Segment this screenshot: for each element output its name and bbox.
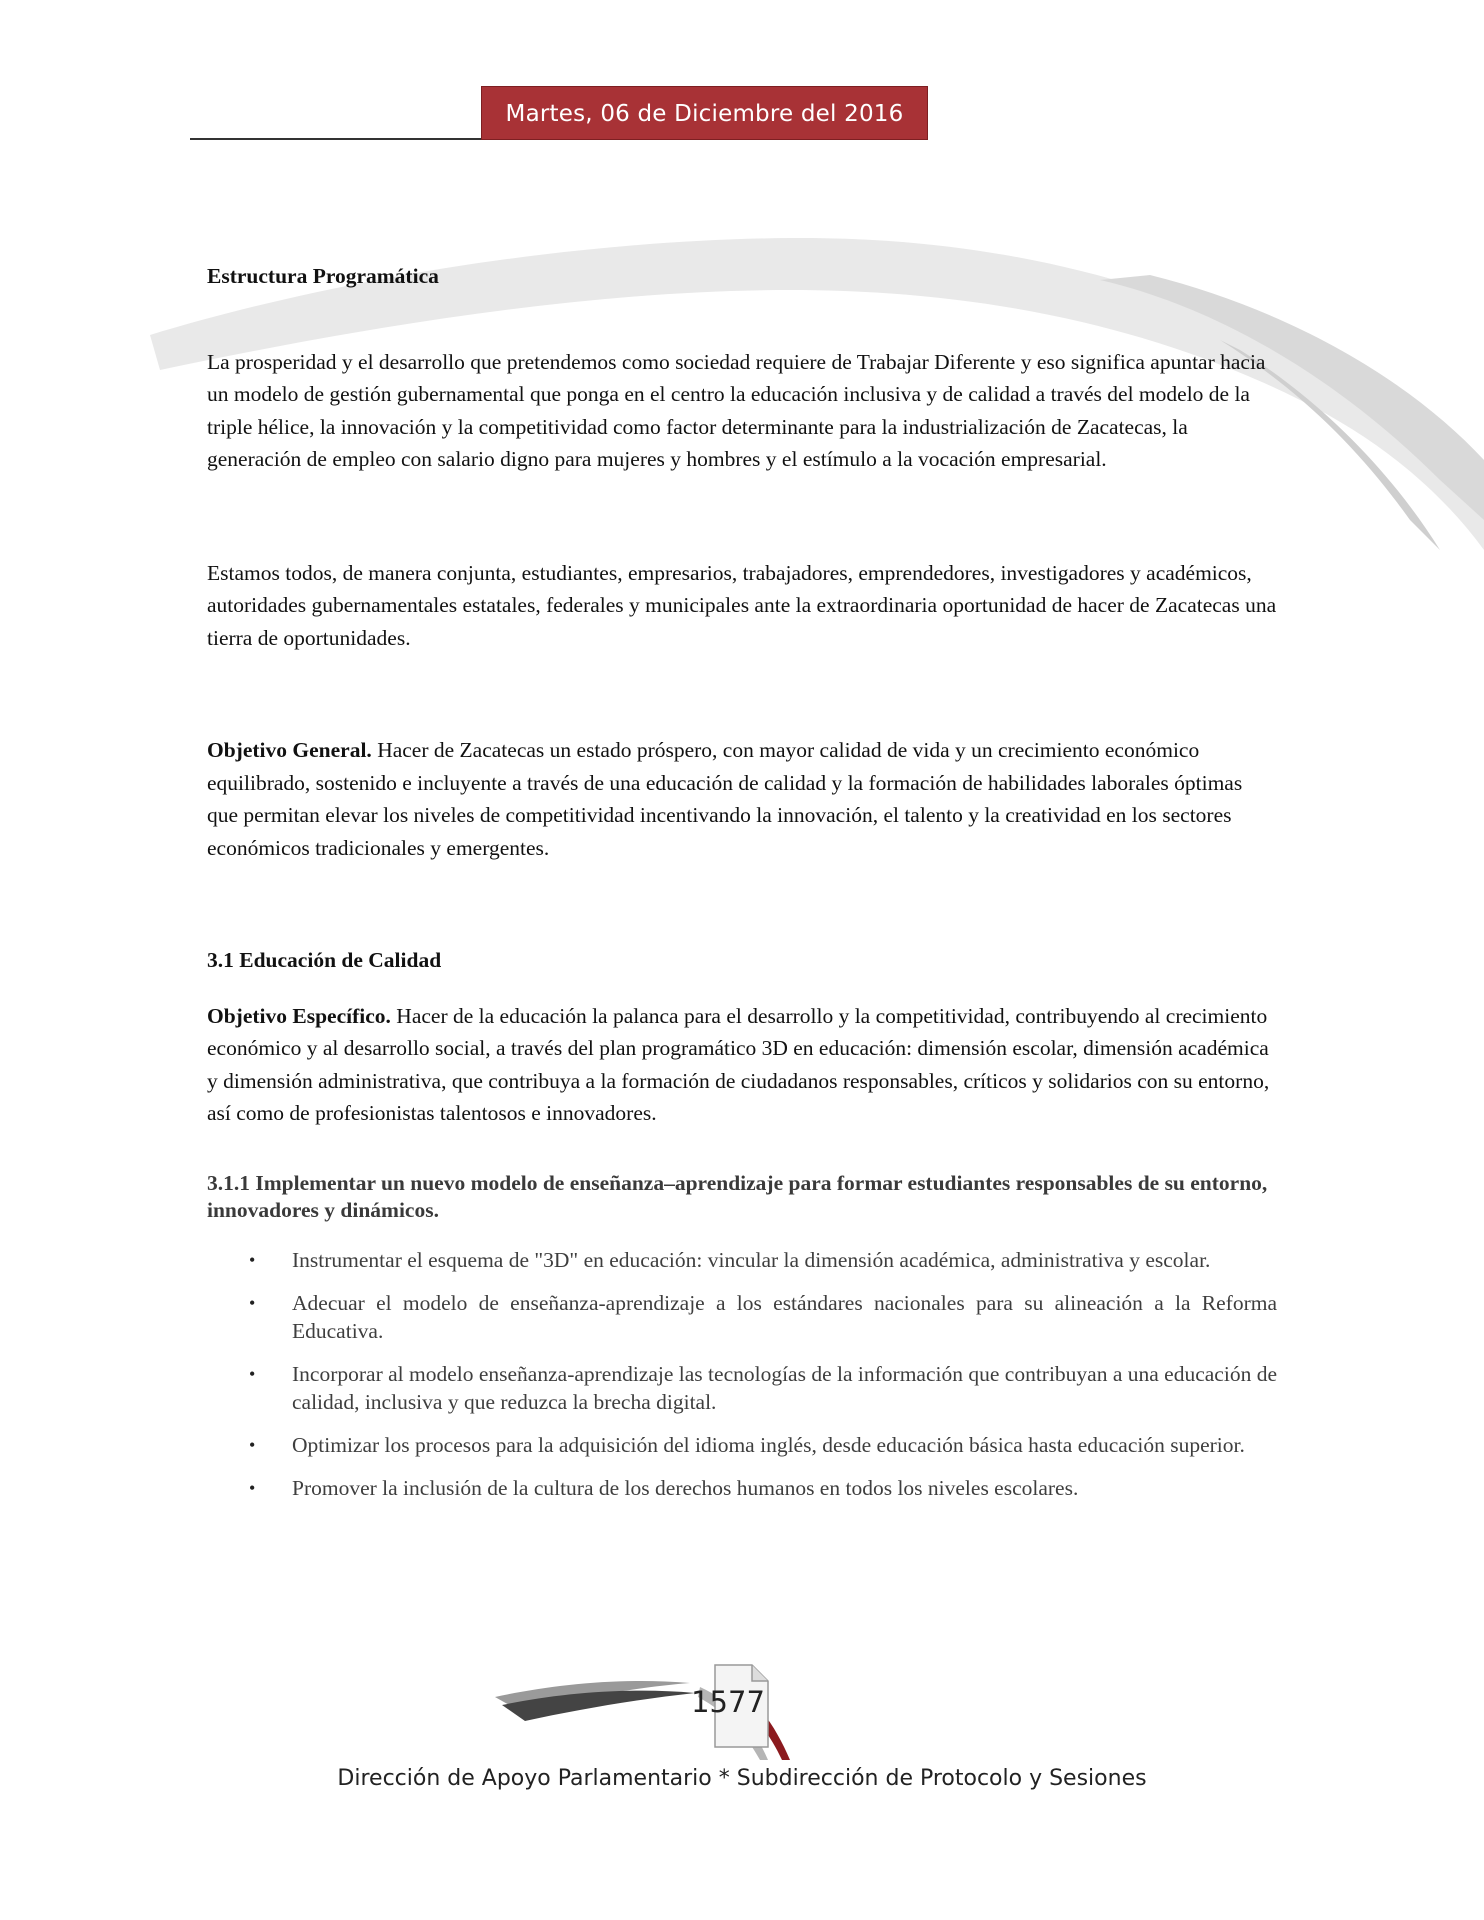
paragraph-prosperity: La prosperidad y el desarrollo que pretendemos como sociedad requiere de Trabajar Diferente y eso significa apuntar hacia un modelo de gestión gubernamental que ponga en el centro la educación inclusiva y de calidad a través del modelo de la triple hélice, la innovación y la competitividad como factor determinante para la industrialización de Zacatecas, la generación de empleo con salario digno para mujeres y hombres y el estímulo a la vocación empresarial. bbox=[207, 349, 1266, 471]
subsection-heading: 3.1.1 Implementar un nuevo modelo de enseñanza–aprendizaje para formar estudiantes responsables de su entorno, innovadores y dinámicos. bbox=[207, 1170, 1268, 1222]
bullet-icon: • bbox=[249, 1249, 256, 1270]
page-number: 1577 bbox=[691, 1685, 765, 1719]
objective-specific-label: Objetivo Específico. bbox=[207, 1003, 391, 1028]
objective-general bbox=[207, 734, 1277, 864]
list-item: • Optimizar los procesos para la adquisición del idioma inglés, desde educación básica hasta educación superior. bbox=[249, 1432, 1245, 1457]
section-heading: 3.1 Educación de Calidad bbox=[207, 948, 442, 972]
bullet-icon: • bbox=[249, 1363, 256, 1384]
main-content bbox=[207, 260, 1277, 1517]
paragraph-together: Estamos todos, de manera conjunta, estudiantes, empresarios, trabajadores, emprendedores, investigadores y académicos, autoridades gubernamentales estatales, federales y municipales ante la extraordinaria oportunidad de hacer de Zacatecas una tierra de oportunidades. bbox=[207, 560, 1277, 650]
page-title: Estructura Programática bbox=[207, 264, 439, 288]
bullet-icon: • bbox=[249, 1292, 256, 1313]
footer-logo-graphic bbox=[490, 1655, 830, 1765]
objective-specific-text: Hacer de la educación la palanca para el desarrollo y la competitividad, contribuyendo al crecimiento económico y al desarrollo social, a través del plan programático 3D en educación: dimensión escolar, dimensión académica y dimensión administrativa, que contribuya a la formación de ciudadanos responsables, críticos y solidarios con su entorno, así como de profesionistas talentosos e innovadores. bbox=[207, 1003, 1270, 1125]
footer-text: Dirección de Apoyo Parlamentario * Subdirección de Protocolo y Sesiones bbox=[337, 1766, 1147, 1791]
objective-general-text: Hacer de Zacatecas un estado próspero, con mayor calidad de vida y un crecimiento económico equilibrado, sostenido e incluyente a través de una educación de calidad y la formación de habilidades laborales óptimas que permitan elevar los niveles de competitividad incentivando la innovación, el talento y la creatividad en los sectores económicos tradicionales y emergentes. bbox=[207, 738, 1243, 860]
bullet-icon: • bbox=[249, 1434, 256, 1455]
list-item: • Adecuar el modelo de enseñanza-aprendizaje a los estándares nacionales para su alineación a la Reforma Educativa. bbox=[249, 1290, 1277, 1343]
bullet-list bbox=[207, 1246, 1277, 1502]
bullet-icon: • bbox=[249, 1477, 256, 1498]
list-item: • Instrumentar el esquema de "3D" en educación: vincular la dimensión académica, administrativa y escolar. bbox=[249, 1247, 1211, 1272]
list-item: • Incorporar al modelo enseñanza-aprendizaje las tecnologías de la información que contribuyan a una educación de calidad, inclusiva y que reduzca la brecha digital. bbox=[249, 1361, 1277, 1414]
objective-specific bbox=[207, 1000, 1277, 1130]
objective-general-label: Objetivo General. bbox=[207, 738, 372, 762]
date-banner: Martes, 06 de Diciembre del 2016 bbox=[481, 86, 928, 140]
list-item: • Promover la inclusión de la cultura de los derechos humanos en todos los niveles escolares. bbox=[249, 1475, 1079, 1500]
